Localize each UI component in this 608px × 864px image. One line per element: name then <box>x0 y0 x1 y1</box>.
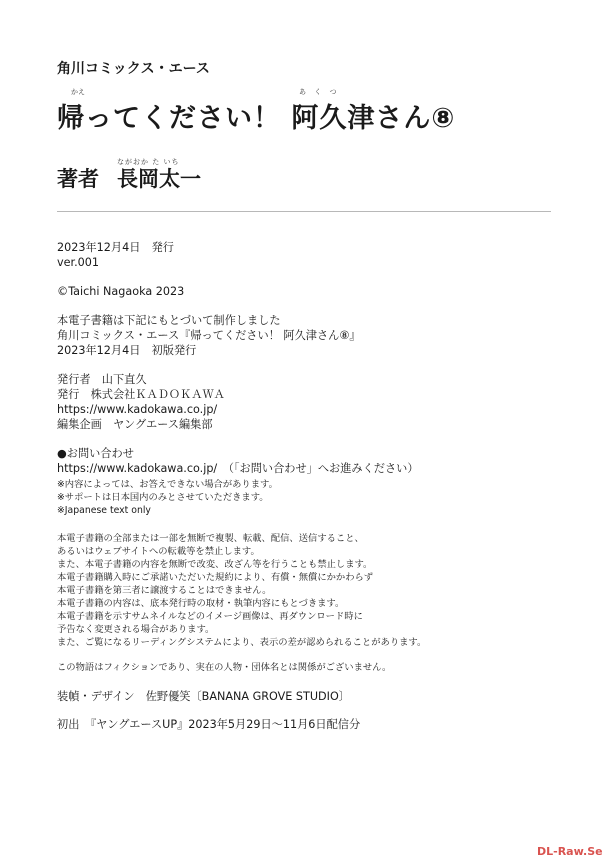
contact-heading: ●お問い合わせ <box>57 447 134 460</box>
book-title: 帰ってください！ 阿久津さん⑧ <box>57 103 456 134</box>
origin-line: 2023年12月4日 初版発行 <box>57 344 197 357</box>
header-divider <box>57 211 551 212</box>
publisher-url[interactable]: https://www.kadokawa.co.jp/ <box>57 403 218 416</box>
legal-line: また、ご覧になるリーディングシステムにより、表示の差が認められることがあります。 <box>57 637 427 648</box>
author-ruby: ながおか た いち <box>117 158 180 166</box>
watermark-text: DL-Raw.Se <box>537 845 603 858</box>
release-date: 2023年12月4日 発行 <box>57 241 174 254</box>
legal-line: 本電子書籍を第三者に譲渡することはできません。 <box>57 585 272 596</box>
contact-note: ※サポートは日本国内のみとさせていただきます。 <box>57 492 269 503</box>
legal-line: 本電子書籍購入時にご承諾いただいた規約により、有償・無償にかかわらず <box>57 572 374 583</box>
legal-line: 本電子書籍を示すサムネイルなどのイメージ画像は、再ダウンロード時に <box>57 611 363 622</box>
legal-line: また、本電子書籍の内容を無断で改変、改ざん等を行うことも禁止します。 <box>57 559 373 570</box>
publisher-line: 発行者 山下直久 <box>57 373 147 386</box>
legal-line: 予告なく変更される場合があります。 <box>57 624 215 635</box>
legal-line: 本電子書籍の内容は、底本発行時の取材・執筆内容にもとづきます。 <box>57 598 345 609</box>
title-ruby-akutsu: あ く つ <box>299 88 340 96</box>
origin-line: 本電子書籍は下記にもとづいて制作しました <box>57 314 281 327</box>
fiction-notice: この物語はフィクションであり、実在の人物・団体名とは関係がございません。 <box>57 662 392 673</box>
imprint-label: 角川コミックス・エース <box>57 61 210 77</box>
author-name: 長岡太一 <box>117 167 201 191</box>
title-ruby-kae: かえ <box>71 88 85 96</box>
origin-line: 角川コミックス・エース『帰ってください！ 阿久津さん⑧』 <box>57 329 361 342</box>
author-label: 著者 <box>57 167 99 191</box>
publisher-line: 発行 株式会社ＫＡＤＯＫＡＷＡ <box>57 388 225 401</box>
version-label: ver.001 <box>57 256 99 269</box>
legal-line: 本電子書籍の全部または一部を無断で複製、転載、配信、送信すること、 <box>57 533 364 544</box>
first-publication: 初出 『ヤングエースUP』2023年5月29日〜11月6日配信分 <box>57 718 361 731</box>
design-credit: 装幀・デザイン 佐野優笑〔BANANA GROVE STUDIO〕 <box>57 690 350 703</box>
publisher-line: 編集企画 ヤングエース編集部 <box>57 418 213 431</box>
contact-note: ※内容によっては、お答えできない場合があります。 <box>57 479 278 490</box>
contact-note: ※Japanese text only <box>57 505 151 516</box>
legal-line: あるいはウェブサイトへの転載等を禁止します。 <box>57 546 260 557</box>
copyright-line: ©Taichi Nagaoka 2023 <box>57 285 185 298</box>
contact-url[interactable]: https://www.kadokawa.co.jp/ （「お問い合わせ」へお進みください） <box>57 462 419 475</box>
